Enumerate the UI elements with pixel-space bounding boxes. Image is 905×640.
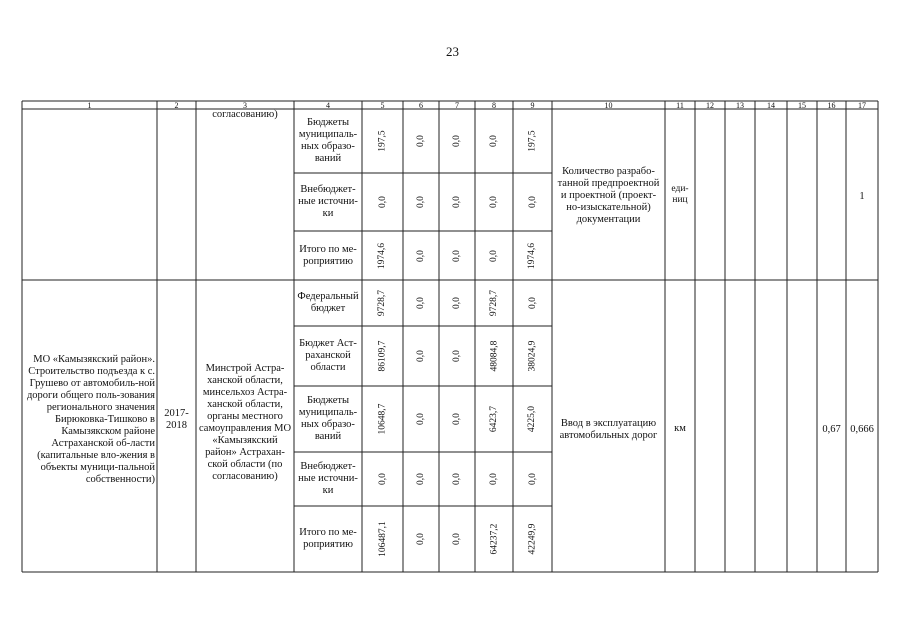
header-cell: 15 [798,101,806,109]
value-col5: 106487,1 [377,521,388,557]
header-cell: 11 [676,101,684,109]
unit-text: еди-ниц [671,184,689,205]
value-col9: 0,0 [527,473,538,485]
value-col9: 1974,6 [527,242,538,269]
value-col9: 4225,0 [527,405,538,433]
value-col8: 6423,7 [489,405,499,433]
value-col9: 0,0 [527,297,538,309]
target-value: 0,666 [850,424,874,435]
value-col7: 0,0 [452,413,462,425]
header-cell: 6 [419,101,423,109]
value-col6: 0,0 [416,196,426,208]
value-col8: 0,0 [489,249,499,262]
value-col5: 9728,7 [377,289,388,317]
header-cell: 14 [767,101,775,109]
value-col6: 0,0 [416,473,426,485]
value-col9: 0,0 [527,196,538,208]
value-col6: 0,0 [416,249,426,262]
value-col6: 0,0 [416,413,426,425]
value-col7: 0,0 [452,473,462,485]
funding-source: Внебюджет-ные источни-ки [298,461,358,496]
value-col8: 0,0 [489,196,499,208]
value-col5: 197,5 [377,130,388,152]
value-col5: 0,0 [377,196,388,208]
value-col7: 0,0 [452,249,462,262]
value-col5: 1974,6 [377,242,388,269]
funding-source: Внебюджет-ные источни-ки [298,184,358,219]
funding-source: Бюджеты муниципаль-ных образо-ваний [298,117,358,164]
header-cell: 3 [243,101,247,109]
value-col8: 48084,8 [489,340,499,372]
funding-source: Бюджеты муниципаль-ных образо-ваний [298,395,358,442]
value-col16: 0,67 [822,424,841,435]
indicator-text: Количество разрабо-танной предпроектной и проектной (проект-но-изыскательной) документации [557,166,660,225]
value-col8: 0,0 [489,473,499,485]
target-value: 1 [859,191,865,202]
header-cell: 4 [326,101,330,109]
value-col6: 0,0 [416,297,426,309]
period: 2017-2018 [164,408,189,431]
executor: Минстрой Астра-ханской области, минсельхоз Астра-ханской области, органы местного самоуправления МО «Камызякский район» Астрахан-ской области (по согласованию) [198,362,292,482]
value-col5: 86109,7 [377,340,388,372]
value-col9: 42249,9 [527,523,538,555]
value-col5: 0,0 [377,473,388,485]
value-col7: 0,0 [452,297,462,309]
funding-source: Федеральный бюджет [297,291,359,314]
header-cell: 17 [858,101,866,109]
measure-name: МО «Камызякский район». Строительство подъезда к с. Грушево от автомобиль-ной дороги общего поль-зования регионального значения Бирюковка-Тишково в Камызякском районе Астраханской об-ласти (капитальные вло-жения в объекты муници-пальной собственности) [26,354,155,485]
value-col9: 197,5 [527,130,538,152]
header-cell: 16 [827,101,836,109]
indicator-text: Ввод в эксплуатацию автомобильных дорог [559,418,658,441]
header-cell: 2 [174,101,179,109]
value-col6: 0,0 [416,350,426,362]
funding-source: Итого по ме-роприятию [299,527,357,550]
value-col7: 0,0 [452,135,462,147]
value-col6: 0,0 [416,533,426,545]
header-cell: 13 [736,101,744,109]
value-col7: 0,0 [452,350,462,362]
header-cell: 10 [604,101,613,109]
value-col5: 10648,7 [377,403,388,435]
value-col9: 38024,9 [527,340,538,372]
header-cell: 7 [455,101,459,109]
value-col6: 0,0 [416,135,426,147]
value-col7: 0,0 [452,196,462,208]
header-cell: 8 [492,101,496,109]
value-col8: 64237,2 [489,523,499,555]
funding-source: Итого по ме-роприятию [299,243,357,267]
header-cell: 5 [380,101,385,109]
value-col7: 0,0 [452,533,462,545]
funding-source: Бюджет Аст-раханской области [299,338,357,373]
header-cell: 1 [87,101,92,109]
header-cell: 9 [530,101,535,109]
executor-tail: согласованию) [212,109,278,120]
page-number: 23 [446,44,459,59]
value-col8: 0,0 [489,135,499,147]
value-col8: 9728,7 [489,289,499,317]
unit-text: км [674,423,686,434]
header-cell: 12 [706,101,714,109]
